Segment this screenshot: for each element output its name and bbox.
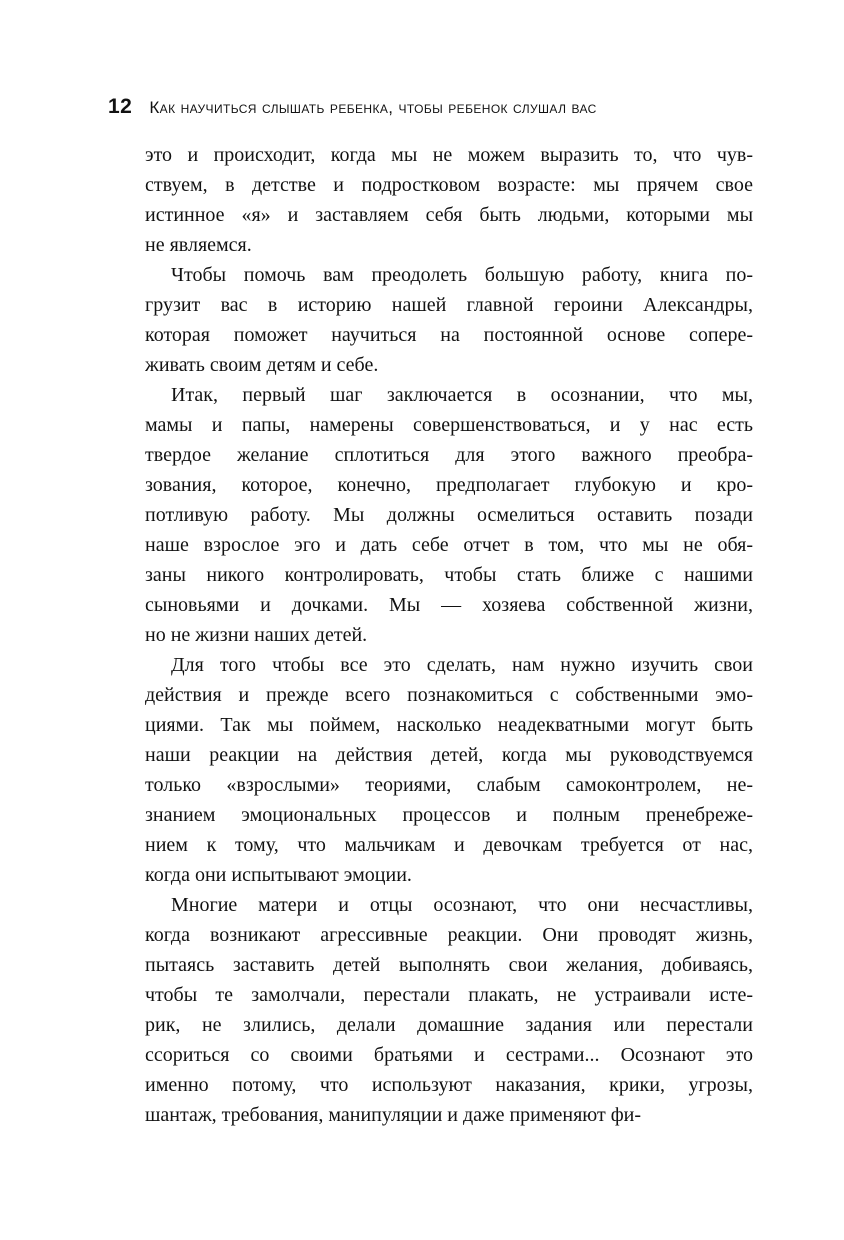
text-line: когда они испытывают эмоции. xyxy=(145,864,412,886)
paragraph xyxy=(145,650,753,890)
text-line: только «взрослыми» теориями, слабым самоконтролем, не- xyxy=(145,774,753,796)
text-line: живать своим детям и себе. xyxy=(145,354,379,376)
paragraph xyxy=(145,380,753,650)
text-line: Итак, первый шаг заключается в осознании, что мы, xyxy=(171,384,753,406)
text-line: зования, которое, конечно, предполагает глубокую и кро- xyxy=(145,474,753,496)
text-line: знанием эмоциональных процессов и полным пренебреже- xyxy=(145,804,753,826)
text-line: твердое желание сплотиться для этого важного преобра- xyxy=(145,444,753,466)
text-line: потливую работу. Мы должны осмелиться оставить позади xyxy=(145,504,753,526)
text-line: Чтобы помочь вам преодолеть большую работу, книга по- xyxy=(171,264,753,286)
text-line: заны никого контролировать, чтобы стать ближе с нашими xyxy=(145,564,753,586)
text-line: наши реакции на действия детей, когда мы руководствуемся xyxy=(145,744,753,766)
text-line: шантаж, требования, манипуляции и даже применяют фи- xyxy=(145,1104,642,1126)
text-line: но не жизни наших детей. xyxy=(145,624,368,646)
text-line: действия и прежде всего познакомиться с собственными эмо- xyxy=(145,684,753,706)
text-line: нием к тому, что мальчикам и девочкам требуется от нас, xyxy=(145,834,753,856)
text-line: ствуем, в детстве и подростковом возрасте: мы прячем свое xyxy=(145,174,753,196)
text-line: грузит вас в историю нашей главной героини Александры, xyxy=(145,294,753,316)
text-line: истинное «я» и заставляем себя быть людьми, которыми мы xyxy=(145,204,753,226)
running-head xyxy=(108,95,758,119)
text-line: Многие матери и отцы осознают, что они несчастливы, xyxy=(171,894,753,916)
text-line: наше взрослое эго и дать себе отчет в том, что мы не обя- xyxy=(145,534,753,556)
running-title: Как научиться слышать ребенка, чтобы ребенок слушал вас xyxy=(149,98,597,117)
text-line: не являемся. xyxy=(145,234,252,256)
text-line: Для того чтобы все это сделать, нам нужно изучить свои xyxy=(171,654,753,676)
text-line: это и происходит, когда мы не можем выразить то, что чув- xyxy=(145,144,753,166)
text-line: ссориться со своими братьями и сестрами... Осознают это xyxy=(145,1044,753,1066)
text-line: именно потому, что используют наказания, крики, угрозы, xyxy=(145,1074,753,1096)
text-line: когда возникают агрессивные реакции. Они проводят жизнь, xyxy=(145,924,753,946)
paragraph xyxy=(145,260,753,380)
paragraph xyxy=(145,890,753,1130)
text-line: чтобы те замолчали, перестали плакать, не устраивали исте- xyxy=(145,984,753,1006)
text-line: сыновьями и дочками. Мы — хозяева собственной жизни, xyxy=(145,594,753,616)
paragraph xyxy=(145,140,753,260)
text-line: циями. Так мы поймем, насколько неадекватными могут быть xyxy=(145,714,753,736)
text-line: мамы и папы, намерены совершенствоваться, и у нас есть xyxy=(145,414,753,436)
text-line: пытаясь заставить детей выполнять свои желания, добиваясь, xyxy=(145,954,753,976)
text-line: рик, не злились, делали домашние задания или перестали xyxy=(145,1014,753,1036)
text-line: которая поможет научиться на постоянной основе сопере- xyxy=(145,324,753,346)
body-text xyxy=(145,140,753,1130)
page-number: 12 xyxy=(108,95,133,118)
